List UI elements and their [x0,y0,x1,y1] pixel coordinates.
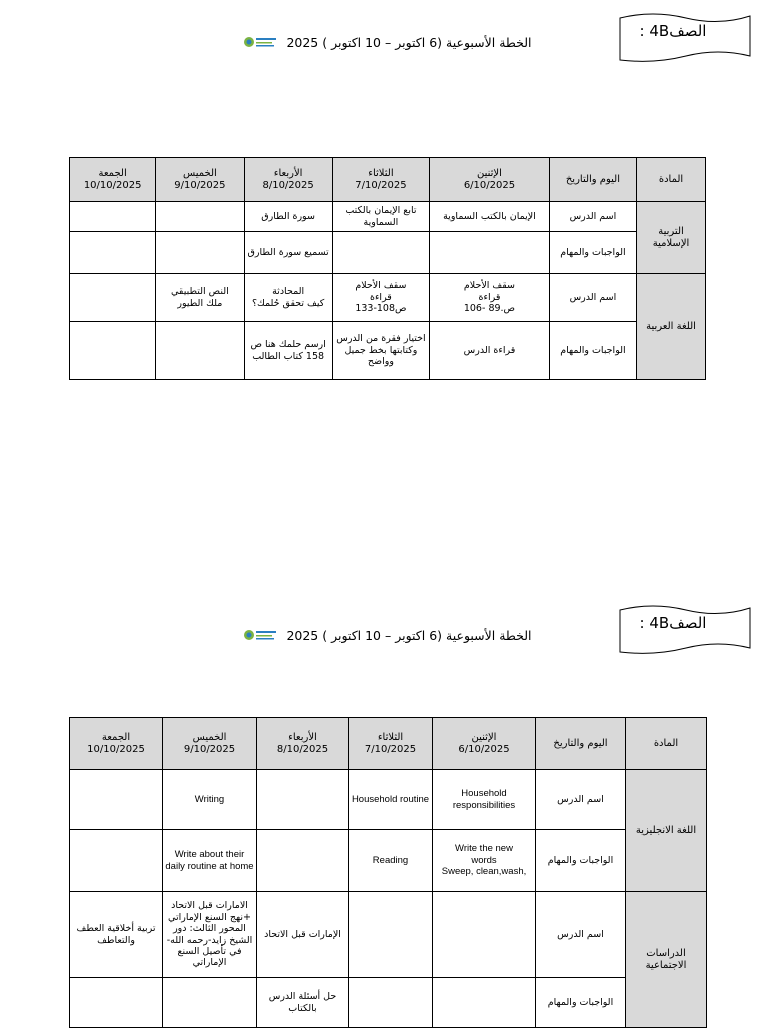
header-day: الثلاثاء 7/10/2025 [332,158,429,202]
table-cell [70,978,163,1028]
table-cell: الإمارات قبل الاتحاد [257,892,349,978]
class-label-banner [618,604,752,656]
row-label-lesson: اسم الدرس [536,892,626,978]
plan-title [220,35,550,52]
table-cell [70,322,156,380]
row-label-lesson: اسم الدرس [549,274,636,322]
row-label-lesson: اسم الدرس [549,202,636,232]
table-cell [156,232,244,274]
table-cell [70,202,156,232]
header-day: الخميس 9/10/2025 [156,158,244,202]
row-label-homework: الواجبات والمهام [536,830,626,892]
table-cell [349,892,433,978]
table-cell [257,770,349,830]
table-header-row [70,718,707,770]
table-cell: سورة الطارق [244,202,332,232]
table-cell: Writing [163,770,257,830]
subject-social-studies: الدراسات الاجتماعية [626,892,707,1028]
weekly-plan-table-2 [69,717,707,1028]
table-row [70,978,707,1028]
table-row [70,322,706,380]
table-cell [156,202,244,232]
table-row [70,202,706,232]
table-cell [70,232,156,274]
title-text: الخطة الأسبوعية (6 اكتوبر – 10 اكتوبر ) 2025 [286,35,532,50]
table-cell [430,232,550,274]
header-subject: المادة [626,718,707,770]
table-cell: الإيمان بالكتب السماوية [430,202,550,232]
header-day: الجمعة 10/10/2025 [70,718,163,770]
table-cell: Write the new words Sweep, clean,wash, [433,830,536,892]
table-cell: ارسم حلمك هنا ص 158 كتاب الطالب [244,322,332,380]
table-row [70,274,706,322]
table-cell: تسميع سورة الطارق [244,232,332,274]
class-label: الصف4B : [639,614,707,632]
table-cell: النص التطبيقي ملك الطيور [156,274,244,322]
table-row [70,232,706,274]
table-cell: تابع الإيمان بالكتب السماوية [332,202,429,232]
table-cell [70,274,156,322]
table-cell: اختيار فقرة من الدرس وكتابتها بخط جميل وواضح [332,322,429,380]
school-logo-icon [242,35,278,52]
table-cell: المحادثة كيف تحقق حُلمك؟ [244,274,332,322]
subject-islamic: التربية الإسلامية [637,202,706,274]
table-cell: سقف الأحلام قراءة ص108-133 [332,274,429,322]
table-cell [70,830,163,892]
table-row [70,830,707,892]
header-day: الإثنين 6/10/2025 [430,158,550,202]
title-text: الخطة الأسبوعية (6 اكتوبر – 10 اكتوبر ) 2025 [286,628,532,643]
table-cell [433,978,536,1028]
school-logo-icon [242,628,278,645]
table-cell: قراءة الدرس [430,322,550,380]
row-label-homework: الواجبات والمهام [549,232,636,274]
table-row [70,770,707,830]
header-day-date: اليوم والتاريخ [536,718,626,770]
table-cell: Household routine [349,770,433,830]
header-day: الأربعاء 8/10/2025 [244,158,332,202]
table-cell: Write about their daily routine at home [163,830,257,892]
header-day-date: اليوم والتاريخ [549,158,636,202]
header-day: الجمعة 10/10/2025 [70,158,156,202]
class-label: الصف4B : [639,22,707,40]
table-cell [433,892,536,978]
header-day: الخميس 9/10/2025 [163,718,257,770]
header-day: الأربعاء 8/10/2025 [257,718,349,770]
header-day: الثلاثاء 7/10/2025 [349,718,433,770]
table-cell [349,978,433,1028]
class-label-banner [618,12,752,64]
row-label-homework: الواجبات والمهام [536,978,626,1028]
table-header-row [70,158,706,202]
table-cell: سقف الأحلام قراءة ص.89 -106 [430,274,550,322]
header-subject: المادة [637,158,706,202]
table-cell: حل أسئلة الدرس بالكتاب [257,978,349,1028]
table-cell [163,978,257,1028]
table-cell: Reading [349,830,433,892]
table-cell: تربية أخلاقية العطف والتعاطف [70,892,163,978]
row-label-lesson: اسم الدرس [536,770,626,830]
header-day: الإثنين 6/10/2025 [433,718,536,770]
subject-arabic: اللغة العربية [637,274,706,380]
table-cell [156,322,244,380]
table-cell [70,770,163,830]
table-cell: Household responsibilities [433,770,536,830]
table-cell [332,232,429,274]
row-label-homework: الواجبات والمهام [549,322,636,380]
table-cell: الامارات قبل الاتحاد +نهج السنع الإماراتي المحور الثالث: دور الشيخ زايد-رحمه الله- في تأصيل السنع الإماراتي [163,892,257,978]
plan-title [220,628,550,645]
subject-english: اللغة الانجليزية [626,770,707,892]
table-row [70,892,707,978]
weekly-plan-table-1 [69,157,706,380]
table-cell [257,830,349,892]
